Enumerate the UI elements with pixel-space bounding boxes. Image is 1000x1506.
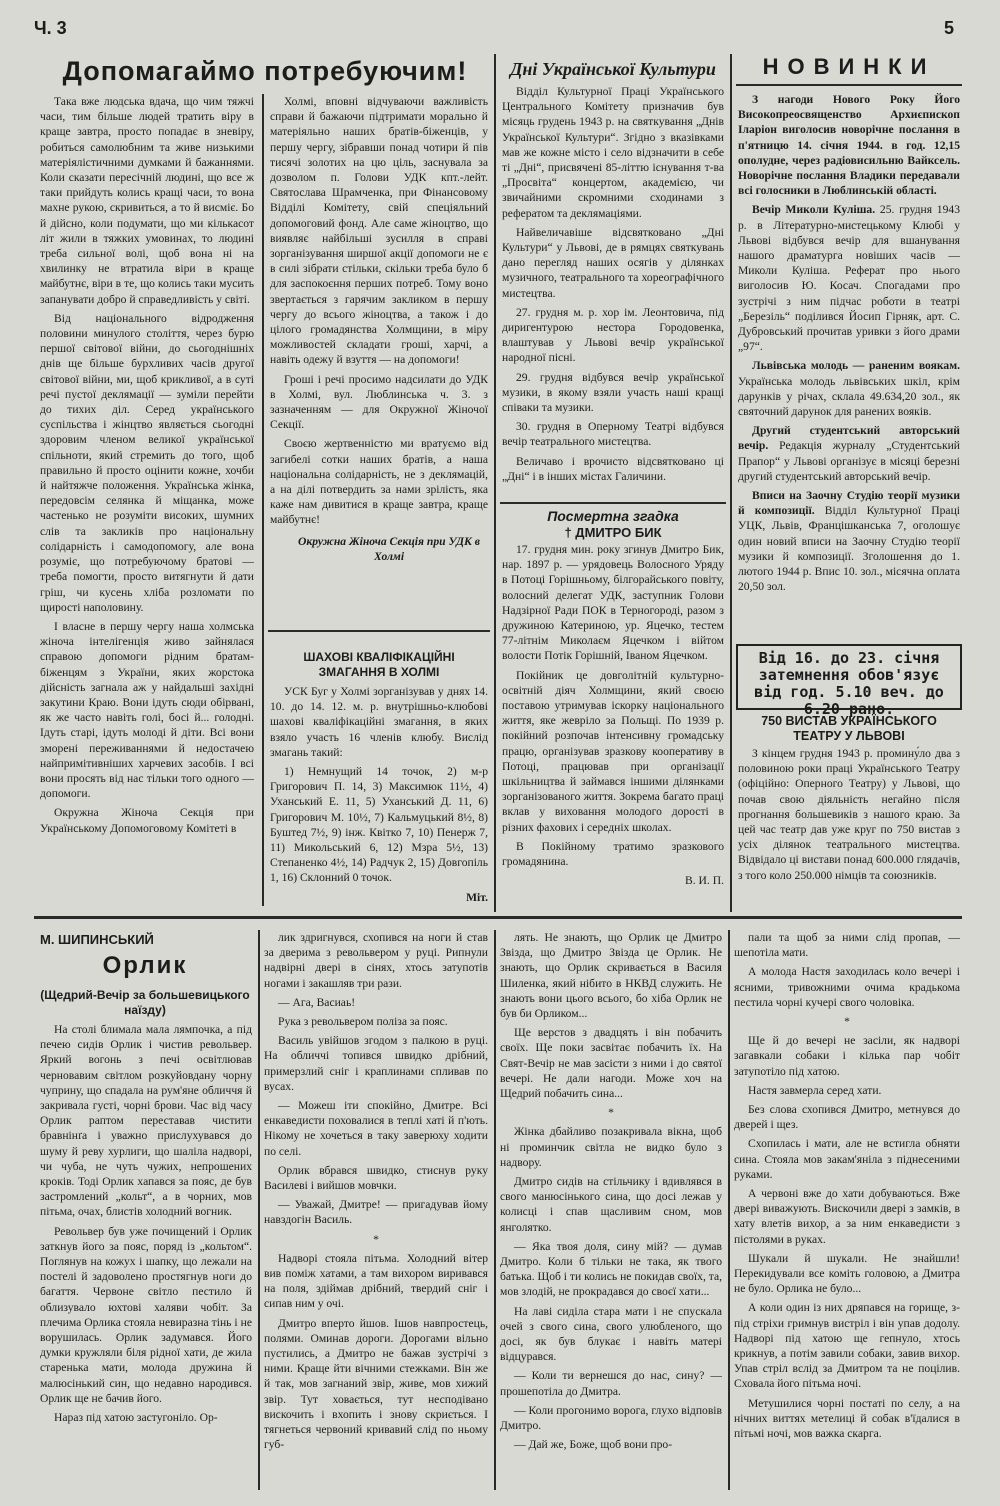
obituary-body [502,542,724,910]
story-col-2 [264,930,488,1490]
story-paragraph: — Яка твоя доля, сину мій? — думав Дмитро. Коли б тільки не така, як твого батька. Щоб і ти колись не покидав своїх, та, мов злодій, не прокрадався до своєї хати... [500,1239,722,1299]
news-item-text: 25. грудня 1943 р. в Літературно-мистецькому Клюбі у Львові відбувся вечір для вшанування нашого драматурга новіших часів — Миколи Куліша. Реферат про нього виголосив Ю. Косач. Спогадами про зустрічі з ним підчас роботи в театрі „Березіль“ поділився Йосип Гірняк, арт. С. Дубровський прочитав уривки з його драми „97“. [738,203,960,354]
column-rule [262,94,264,906]
news-item-lead: Другий студентський авторський вечір. [738,424,960,453]
column-rule [730,54,732,912]
culture-paragraph: 27. грудня м. р. хор ім. Леонтовича, під диригентурою нестора Городовенка, влаштував у Львові вечір української народної пісні. [502,305,724,365]
news-item [738,488,960,594]
article-paragraph: І власне в першу чергу наша холмська жіноча інтелігенція живо зайнялася справою допомоги рідним братам-біженцям з України, яких жорстока дійсність загнала аж у найдальші західні закутини Краю. Вони ідуть сюди обірвані, як же часто навіть голі, босі й... голодні. Ідуть старі, ідуть молоді й діти. Всі вони зморені переживаннями й недостачею найпримітивніших харчевих засобів. І всі вони просять від нас тільки того одного — допомоги. [40,619,254,801]
culture-paragraph: 30. грудня в Оперному Театрі відбувся вечір театрального мистецтва. [502,420,724,449]
story-paragraph: Ще й до вечері не засіли, як надворі загавкали собаки і кілька пар чобіт затупотіло під хатою. [734,1034,960,1078]
page-number: 5 [944,18,955,38]
news-item-text: Українська молодь львівських шкіл, крім дарунків у річах, склала 49.634,20 зол., як святочний дарунок для ранених вояків. [738,374,960,419]
news-item [738,358,960,419]
story-paragraph: — Уважай, Дмитре! — пригадував йому навздогін Василь. [264,1198,488,1227]
theatre-paragraph: З кінцем грудня 1943 р. промину́ло два з половиною роки праці Українського Театру (офіційно: Оперного Театру) у Львові, що почав свою діяльність негайно після прогнання большевиків з нашого краю. За цей час театр дав уже круг по 750 вистав з усіх ділянок театрального мистецтва. Відвідало ці вистави понад 600.000 глядачів, з того коло 250.000 німців та союзників. [738,747,960,882]
story-paragraph: — Ага, Васиаь! [278,995,356,1009]
story-separator: * [373,1232,379,1246]
news-body [738,92,960,638]
news-item-lead: Вписи на Заочну Студію теорії музики й композиції. [738,489,960,518]
story-paragraph: А червоні вже до хати добуваються. Вже двері виважують. Вискочили двері з замків, в хату влетів вихор, а за ним енкаведисти з пістолями в руках. [734,1187,960,1246]
story-col-4 [734,930,960,1490]
column-rule [494,54,496,912]
story-paragraph: Без слова схопився Дмитро, метнувся до дверей і щез. [734,1103,960,1132]
article-paragraph: Холмі, вповні відчуваючи важливість справи й бажаючи підтримати морально й матеріяльно наших братів-біженців, у першу чергу, зібравши понад чотири й пів тисячі золотих на цю ціль, заснувала за дозволом п. Голови УДК кпт.-лейт. Святослава Шрамченка, при Фінансовому Відділі Комітету, свій спеціяльний допомоговий фонд. Але саме жіноцтво, що виявляє найбільші зусилля в справі зорганізування ширшої акції допомоги не є в силі зібрати стільки, скільки треба було б для заспокоєння перших потреб. Тому воно звертається з гарячим закликом в першу чергу до всього жіноцтва, а також і до цілого громадянства Холмщини, в міру можливостей складати гроші, харчі, а навіть одежу й взуття — на допомоги! [270,95,488,367]
culture-paragraph: 29. грудня відбувся вечір української музики, в якому взяли участь наші кращі співаки та музики. [502,370,724,415]
story-paragraph: А коли один із них дряпався на горище, з-під стріхи гримнув вистріл і він упав додолу. Надворі під хатою ще гепнуло, хтось крикнув, а потім завили собаки, завив вихор. Упав стріл вслід за Дмитром та не поцілив. Сховала його пітьма ночі. [734,1301,960,1391]
news-item-text: Редакція журналу „Студентський Прапор“ у Львові організує в місяці березні другий студентський авторський вечір. [738,439,960,483]
news-item [738,202,960,354]
story-col-1 [40,1022,252,1488]
article-col-2 [270,94,488,624]
section-rule [268,630,490,632]
theatre-body [738,746,960,910]
article-paragraph: Така вже людська вдача, що чим тяжчі часи, тим більше людей тратить віру в краще завтра, просто попадає в зневіру, робиться самолюбним та живе низькими матеріялістичними думками й бажаннями. Коли сказати пересічній людині, що все ж таки прийдуть колись кращі часи, то вона махне рукою, скривиться, а то й висміє. Бо й дійсно, коли подумати, що ми кількасот літ жили в тяжких умовинах, то людині треба сильної волі, щоб вона ні на хвилинку не втратила віри в краще майбутнє, віри в те, що колись таки мусить запанувати добро й справедливість у світі. [40,95,254,306]
story-paragraph: Жінка дбайливо позакривала вікна, щоб ні проминчик світла не видко було з надвору. [500,1125,722,1169]
culture-paragraph: Величаво і врочисто відсвятковано ці „Дні“ і в інших містах Галичини. [502,454,724,483]
news-item-lead: Львівська молодь — раненим воякам. [752,359,960,373]
story-paragraph: Надворі стояла пітьма. Холодний вітер вив поміж хатами, а там вихором виривався на поля, здіймав дрібний, твердий сніг і сипав ним у очі. [264,1251,488,1311]
obituary-paragraph: Покійник це довголітній культурно-освітній діяч Холмщини, який своєю поставою утримував іскорку національного життя, яке жевріло за Польщі. По 1939 р. покійний розпочав інтенсивну громадську працю, організував зразкову кооперативу в Потоці, працював при організації шкільництва й займався іншими ділянками зорганізованого життя. Зокрема багато праці вклав у виховання молодого дорості в різних фахових і середніх школах. [502,668,724,834]
blackout-line: Від 16. до 23. січня [758,649,940,667]
obituary-title: Посмертна згадка [547,508,679,524]
blackout-notice [736,644,962,718]
story-paragraph: Дмитро сидів на стільчику і вдивлявся в свого манюсінького сина, що досі лежав у колисці і спав щасливим сном, мов янголятко. [500,1175,722,1234]
news-item: З нагоди Нового Року Його Високопреосвященство Архиєпископ Іларіон виголосив новорічне послання в п'ятницю 14. січня 1944. в год. 12,15 ополудне, через радіовисильню Вайксель. Новорічне послання Владики передавали всі голосники в Люблинській області. [738,93,960,198]
story-paragraph: — Дай же, Боже, щоб вони про- [514,1438,673,1452]
story-paragraph: лять. Не знають, що Орлик це Дмитро Звізда, що Дмитро Звізда це Орлик. Не знають, що Орлик скривається в Василя Шиленка, який нібито в НКВД служить. Не знають вони цього всього, бо хіба Орлик не був би Орликом... [500,931,722,1021]
theatre-title: 750 ВИСТАВ УКРАЇНСЬКОГО ТЕАТРУ У ЛЬВОВІ [761,714,937,743]
obituary-paragraph: В Покійному тратимо зразкового громадянина. [502,839,724,869]
blackout-line: від год. 5.10 веч. до 6.20 рано. [754,683,944,718]
section-rule [736,84,962,86]
issue-number: Ч. 3 [34,18,67,38]
news-item-text: Відділ Культурної Праці УЦК, Львів, Францішканська 7, оголошує один новий вписи на Заочну Студію теорії музики й композиції. Зголошення до 1. лютого 1944 р. Впис 10. зол., місячна оплата 20,50 зол. [738,504,960,594]
story-paragraph: лик здригнувся, схопився на ноги й став за дверима з револьвером у руці. Рипнули надвірні двері в сінях, хтось затупотів ногами і закашляв три рази. [264,931,488,990]
chess-signature: Міт. [466,890,488,904]
article-title: Допомагаймо потребуючим! [62,56,468,86]
story-paragraph: На столі блимала мала лямпочка, а під печею сидів Орлик і чистив револьвер. Яркий вогонь з печі освітлював черновавим світлом розкуйовдану чорну чуприну, що спадала на рум'яне обличчя й закривала густі, чорні брови. Час від часу Орлик раптом переставав чистити бравнінґа і уважно прислухувався до шуму й реву хурлиги, що шаліла надворі, чи чуба, не чуть чужих, непрошених кроків. Тоді Орлик хапався за пояс, де був застромлений „кольт“, а в чорних, мов пітьма, очах, блистів холодний вогник. [40,1023,252,1219]
chess-intro: УСК Буг у Холмі зорганізував у днях 14. 10. до 14. 12. м. р. внутрішньо-клюбові шахові кваліфікаційні змагання, в яких взяло участь 16 членів клюбу. Вислід змагань такий: [270,685,488,759]
story-paragraph: Шукали й шукали. Не знайшли! Перекидували все коміть головою, а Дмитра не було. Орлика не було... [734,1251,960,1296]
chess-body [270,684,488,906]
story-paragraph: пали та щоб за ними слід пропав, — шепотіла мати. [734,931,960,960]
section-rule [500,502,726,504]
news-item-lead: Вечір Миколи Куліша. [752,203,876,217]
culture-title: Дні Української Культури [510,59,716,79]
obituary-name: † ДМИТРО БИК [564,525,662,540]
column-rule [258,930,260,1490]
story-title: Орлик [102,952,188,979]
story-paragraph: Настя завмерла серед хати. [748,1083,882,1097]
story-separator: * [844,1015,850,1029]
chess-results: 1) Немнущий 14 точок, 2) м-р Григорович П. 14, 3) Максимюк 11½, 4) Уханський Е. 11, 5) Уханський Д. 11, 6) Григорович М. 10½, 7) Кальмуцький 8½, 8) Буштед 7½, 9) інж. Квітко 7, 10) Пенерж 7, 11) Микольський 6, 12) Мзра 5½, 13) Степаненко 4½, 14) Радчук 2, 15) Довгопіль 1, 16) Склонний 0 точок. [270,765,488,885]
obituary-signature: В. И. П. [685,874,724,888]
story-subtitle: (Щедрий-Вечір за большевицького наїзду) [40,988,250,1017]
story-paragraph: Дмитро вперто йшов. Ішов навпростець, полями. Оминав дороги. Дорогами вільно пустились, а Дмитро не бажав зустрічі з ними. Краще йти вічними стежками. Він же й так, мов загнаний звір, живе, мов хижий звір. Тут ховається, тут несподівано вискочить і вхопить і знову скриється. І тягнеться червоний кривавий слід по ньому губ- [264,1316,488,1452]
story-paragraph: А молода Настя заходилась коло вечері і ясними, тривожними очима крадькома пестила чорні кучері свого чоловіка. [734,965,960,1009]
story-paragraph: — Можеш іти спокійно, Дмитре. Всі енкаведисти поховалися в теплі хаті й п'ють. Нікому не хочеться в таку заверюху ходити по селі. [264,1099,488,1158]
story-col-3 [500,930,722,1490]
culture-body [502,84,724,498]
chess-title: ШАХОВІ КВАЛІФІКАЦІЙНІ ЗМАГАННЯ В ХОЛМІ [303,650,455,679]
news-title: НОВИНКИ [762,54,936,79]
blackout-line: затемнення обов'язує [758,666,940,684]
column-rule [494,930,496,1490]
story-paragraph: — Коли прогонимо ворога, глухо відповів Дмитро. [500,1403,722,1433]
culture-paragraph: Найвеличавіше відсвятковано „Дні Культури“ у Львові, де в рямцях святкувань дано перегляд наших осягів у ділянках музичного, театрального та хореографічного мистецтва. [502,225,724,300]
story-paragraph: Василь увійшов згодом з палкою в руці. На обличчі топився швидко дрібний, примерзлий сніг і краплинами спливав по вусах. [264,1034,488,1093]
obituary-paragraph: 17. грудня мин. року згинув Дмитро Бик, нар. 1897 р. — урядовець Волосного Уряду в Потоці Горішньому, білгорайського повіту, волосний делегат УДК, заступник Голови Надзірної Ради ПОК в Терногороді, разом з дружиною Катериною, ур. Яцечко, тестем 77-літнім Миколаєм Яцечком і війтом волости Потік Горішній, Іваном Яцечком. [502,543,724,663]
story-paragraph: Нараз під хатою застугоніло. Ор- [54,1411,218,1425]
story-paragraph: Ще верстов з двадцять і він побачить своїх. Ще поки засвітає побачить їх. На Свят-Вечір не мав засісти з ними і до святої вечері. Не дали нагоди. Може хоч на Щедрий побачить сина... [500,1026,722,1101]
article-paragraph: Своєю жертвенністю ми вратуємо від загибелі сотки наших братів, а наша національна солідарність, не з деклямацій, а на ділі потвердить за нами зрілість, яка каже нам дивитися в краще завтра, краще майбутнє! [270,437,488,527]
news-item [738,423,960,484]
story-separator: * [608,1106,614,1120]
column-rule [728,930,730,1490]
article-paragraph: Від національного відродження половини минулого століття, через бурю першої світової війни, до сьогоднішніх днів ще більше бурхливих часів другої світової війни, ми, щоб крикливої, а в суті речі пустої деклямації — зуміли перейти до тихих діл. Серед українського суспільства і жінцтво являється сьогодні здоровим членом великої української спільноти, який стремить до того, щоб правильно й просто оцінити кожне, хочби й найтяжче положення. Українська жінка, передовсім селянка й міщанка, може частенько не розуміти високих, шумних слів та закликів про національну солідарність і самодопомогу, але вона розуміє, що потребуючому братові — треба помогти, просто витягнути й дати гріш, чи кусень хліба розломати по щирості наполовину. [40,311,254,614]
article-signature: Окружна Жіноча Секція при УДК в Холмі [298,534,480,563]
page-divider [34,916,962,919]
article-col-1 [40,94,254,906]
story-paragraph: Орлик вбрався швидко, стиснув руку Василеві і вийшов мовчки. [264,1163,488,1193]
story-paragraph: Метушилися чорні постаті по селу, а на нічних виттях метелиці й собак в'їдалися в пітьмі ночі, мов важка скарга. [734,1396,960,1441]
story-author: М. ШИПИНСЬКИЙ [40,932,154,947]
culture-paragraph: Відділ Культурної Праці Українського Центрального Комітету призначив був місяць грудень 1943 р. на святкування „Днів Української Культури“. Згідно з вказівками мав же кожне місто і село відзначити в себе ті „Дні“, присвячені 85-літтю існування т-ва „Просвіта“ концертом, академією, чи звичайними скромними сходинами з рефератом та деклямаціями. [502,85,724,220]
article-paragraph: Гроші і речі просимо надсилати до УДК в Холмі, вул. Люблинська ч. 3. з зазначенням — для Окружної Жіночої Секції. [270,372,488,432]
article-paragraph: Окружна Жіноча Секція при Українському Допомоговому Комітеті в [40,806,254,835]
story-paragraph: Револьвер був уже почищений і Орлик заткнув його за пояс, поряд із „кольтом“. Поглянув на кожух і шапку, що лежали на постелі й задоволено простягнув ноги до багаття. Червоне світло пестило й облизувало юхтові халяви чобіт. За плечима Орлика стояла невиразна тінь і не ворушилась. Орлик задумався. Його думки кружляли біля рідної хати, де жила старенька мати, молода дружина й малюсінький син, що недавно народився. Орлик ще не бачив його. [40,1224,252,1405]
story-paragraph: На лаві сиділа стара мати і не спускала очей з свого сина, свого улюбленого, що досі, як був блукає і навіть матері відцурався. [500,1304,722,1364]
story-paragraph: — Коли ти вернешся до нас, сину? — прошепотіла до Дмитра. [500,1369,722,1398]
story-paragraph: Рука з револьвером поліза за пояс. [278,1015,448,1029]
story-paragraph: Схопилась і мати, але не встигла обняти сина. Стояла мов закам'яніла з піднесеними руками. [734,1137,960,1181]
